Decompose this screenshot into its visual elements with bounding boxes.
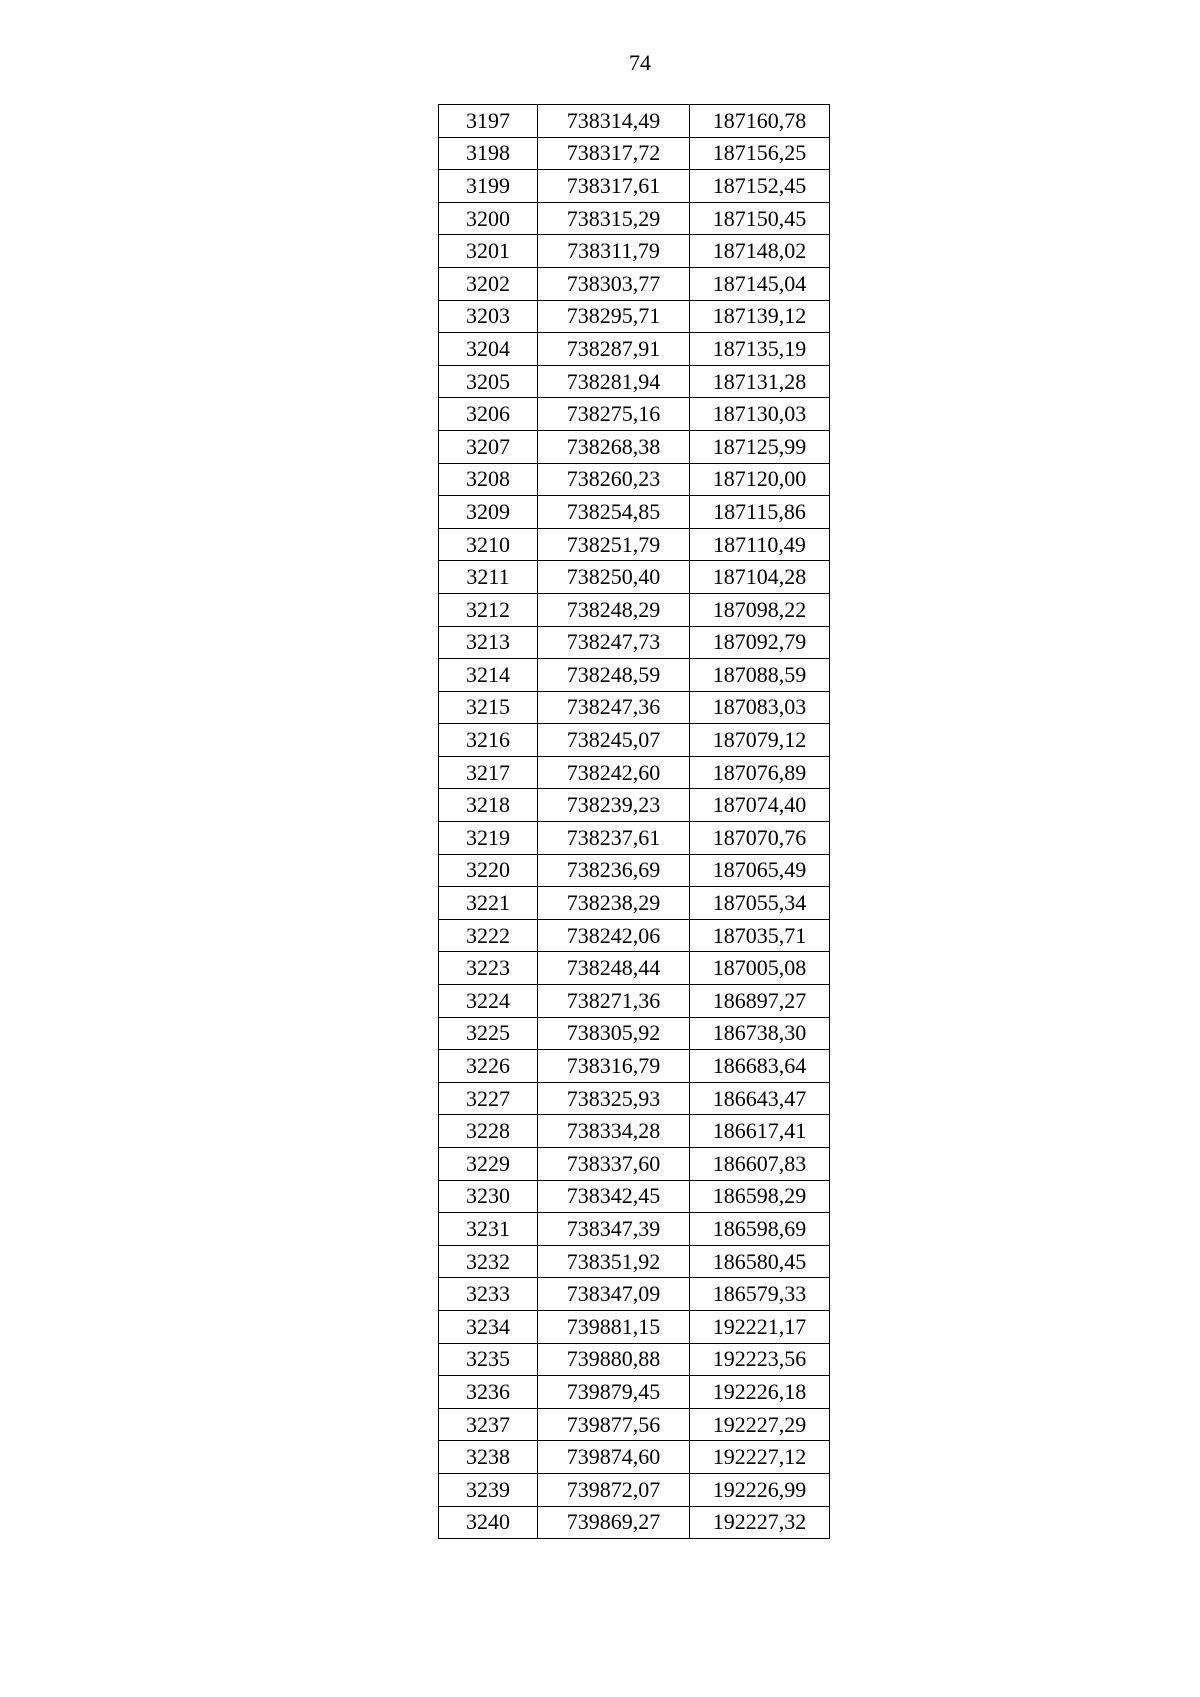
x-coordinate-cell: 738337,60 <box>538 1148 690 1181</box>
x-coordinate-cell: 739874,60 <box>538 1441 690 1474</box>
table-row <box>439 1115 830 1148</box>
point-number-cell: 3206 <box>439 398 538 431</box>
y-coordinate-cell: 187130,03 <box>690 398 830 431</box>
page-number: 74 <box>629 50 651 75</box>
x-coordinate-cell: 738242,06 <box>538 919 690 952</box>
table-row <box>439 333 830 366</box>
y-coordinate-cell: 187139,12 <box>690 300 830 333</box>
table-row <box>439 1441 830 1474</box>
table-row <box>439 463 830 496</box>
table-row <box>439 365 830 398</box>
x-coordinate-cell: 738325,93 <box>538 1082 690 1115</box>
point-number-cell: 3216 <box>439 724 538 757</box>
point-number-cell: 3239 <box>439 1473 538 1506</box>
point-number-cell: 3223 <box>439 952 538 985</box>
point-number-cell: 3204 <box>439 333 538 366</box>
x-coordinate-cell: 738260,23 <box>538 463 690 496</box>
table-row <box>439 659 830 692</box>
x-coordinate-cell: 738311,79 <box>538 235 690 268</box>
y-coordinate-cell: 187088,59 <box>690 659 830 692</box>
x-coordinate-cell: 739880,88 <box>538 1343 690 1376</box>
point-number-cell: 3234 <box>439 1310 538 1343</box>
table-row <box>439 919 830 952</box>
table-row <box>439 267 830 300</box>
point-number-cell: 3207 <box>439 430 538 463</box>
x-coordinate-cell: 738317,72 <box>538 137 690 170</box>
table-row <box>439 789 830 822</box>
point-number-cell: 3226 <box>439 1050 538 1083</box>
point-number-cell: 3197 <box>439 105 538 138</box>
x-coordinate-cell: 738242,60 <box>538 756 690 789</box>
point-number-cell: 3200 <box>439 202 538 235</box>
point-number-cell: 3230 <box>439 1180 538 1213</box>
table-row <box>439 887 830 920</box>
x-coordinate-cell: 738250,40 <box>538 561 690 594</box>
point-number-cell: 3198 <box>439 137 538 170</box>
point-number-cell: 3210 <box>439 528 538 561</box>
point-number-cell: 3219 <box>439 822 538 855</box>
table-row <box>439 1082 830 1115</box>
y-coordinate-cell: 186617,41 <box>690 1115 830 1148</box>
point-number-cell: 3211 <box>439 561 538 594</box>
y-coordinate-cell: 187110,49 <box>690 528 830 561</box>
x-coordinate-cell: 738287,91 <box>538 333 690 366</box>
table-row <box>439 1376 830 1409</box>
x-coordinate-cell: 738347,39 <box>538 1213 690 1246</box>
x-coordinate-cell: 738303,77 <box>538 267 690 300</box>
table-row <box>439 1017 830 1050</box>
point-number-cell: 3212 <box>439 593 538 626</box>
point-number-cell: 3218 <box>439 789 538 822</box>
y-coordinate-cell: 192227,32 <box>690 1506 830 1539</box>
x-coordinate-cell: 738248,44 <box>538 952 690 985</box>
y-coordinate-cell: 187070,76 <box>690 822 830 855</box>
y-coordinate-cell: 187131,28 <box>690 365 830 398</box>
table-row <box>439 691 830 724</box>
x-coordinate-cell: 738281,94 <box>538 365 690 398</box>
table-row <box>439 528 830 561</box>
point-number-cell: 3240 <box>439 1506 538 1539</box>
point-number-cell: 3220 <box>439 854 538 887</box>
point-number-cell: 3203 <box>439 300 538 333</box>
table-row <box>439 137 830 170</box>
x-coordinate-cell: 738254,85 <box>538 496 690 529</box>
point-number-cell: 3233 <box>439 1278 538 1311</box>
table-row <box>439 985 830 1018</box>
y-coordinate-cell: 187150,45 <box>690 202 830 235</box>
y-coordinate-cell: 187152,45 <box>690 170 830 203</box>
table-row <box>439 1213 830 1246</box>
x-coordinate-cell: 738295,71 <box>538 300 690 333</box>
y-coordinate-cell: 192221,17 <box>690 1310 830 1343</box>
y-coordinate-cell: 187120,00 <box>690 463 830 496</box>
y-coordinate-cell: 187104,28 <box>690 561 830 594</box>
x-coordinate-cell: 738351,92 <box>538 1245 690 1278</box>
y-coordinate-cell: 192227,12 <box>690 1441 830 1474</box>
y-coordinate-cell: 187098,22 <box>690 593 830 626</box>
point-number-cell: 3225 <box>439 1017 538 1050</box>
point-number-cell: 3237 <box>439 1408 538 1441</box>
x-coordinate-cell: 739869,27 <box>538 1506 690 1539</box>
point-number-cell: 3209 <box>439 496 538 529</box>
table-row <box>439 496 830 529</box>
point-number-cell: 3214 <box>439 659 538 692</box>
table-row <box>439 1148 830 1181</box>
y-coordinate-cell: 187074,40 <box>690 789 830 822</box>
table-row <box>439 822 830 855</box>
table-row <box>439 1050 830 1083</box>
y-coordinate-cell: 187145,04 <box>690 267 830 300</box>
point-number-cell: 3236 <box>439 1376 538 1409</box>
point-number-cell: 3238 <box>439 1441 538 1474</box>
y-coordinate-cell: 187005,08 <box>690 952 830 985</box>
point-number-cell: 3221 <box>439 887 538 920</box>
y-coordinate-cell: 186598,69 <box>690 1213 830 1246</box>
point-number-cell: 3217 <box>439 756 538 789</box>
y-coordinate-cell: 187083,03 <box>690 691 830 724</box>
table-row <box>439 1408 830 1441</box>
y-coordinate-cell: 187076,89 <box>690 756 830 789</box>
x-coordinate-cell: 738251,79 <box>538 528 690 561</box>
y-coordinate-cell: 187092,79 <box>690 626 830 659</box>
y-coordinate-cell: 187035,71 <box>690 919 830 952</box>
x-coordinate-cell: 738305,92 <box>538 1017 690 1050</box>
coordinates-table <box>438 104 830 1539</box>
y-coordinate-cell: 186579,33 <box>690 1278 830 1311</box>
y-coordinate-cell: 192223,56 <box>690 1343 830 1376</box>
coordinates-table-body <box>439 105 830 1539</box>
x-coordinate-cell: 738315,29 <box>538 202 690 235</box>
x-coordinate-cell: 738237,61 <box>538 822 690 855</box>
table-row <box>439 756 830 789</box>
y-coordinate-cell: 187065,49 <box>690 854 830 887</box>
table-row <box>439 430 830 463</box>
point-number-cell: 3231 <box>439 1213 538 1246</box>
y-coordinate-cell: 187125,99 <box>690 430 830 463</box>
point-number-cell: 3232 <box>439 1245 538 1278</box>
y-coordinate-cell: 187079,12 <box>690 724 830 757</box>
x-coordinate-cell: 738347,09 <box>538 1278 690 1311</box>
x-coordinate-cell: 738317,61 <box>538 170 690 203</box>
x-coordinate-cell: 738245,07 <box>538 724 690 757</box>
x-coordinate-cell: 738314,49 <box>538 105 690 138</box>
x-coordinate-cell: 738342,45 <box>538 1180 690 1213</box>
table-row <box>439 1506 830 1539</box>
x-coordinate-cell: 738248,59 <box>538 659 690 692</box>
table-row <box>439 724 830 757</box>
point-number-cell: 3205 <box>439 365 538 398</box>
point-number-cell: 3201 <box>439 235 538 268</box>
x-coordinate-cell: 738316,79 <box>538 1050 690 1083</box>
point-number-cell: 3229 <box>439 1148 538 1181</box>
y-coordinate-cell: 187160,78 <box>690 105 830 138</box>
y-coordinate-cell: 186683,64 <box>690 1050 830 1083</box>
table-row <box>439 105 830 138</box>
table-row <box>439 1473 830 1506</box>
y-coordinate-cell: 192226,18 <box>690 1376 830 1409</box>
x-coordinate-cell: 738238,29 <box>538 887 690 920</box>
point-number-cell: 3215 <box>439 691 538 724</box>
y-coordinate-cell: 187135,19 <box>690 333 830 366</box>
x-coordinate-cell: 738247,73 <box>538 626 690 659</box>
table-row <box>439 1310 830 1343</box>
table-row <box>439 202 830 235</box>
x-coordinate-cell: 739879,45 <box>538 1376 690 1409</box>
table-row <box>439 626 830 659</box>
y-coordinate-cell: 192226,99 <box>690 1473 830 1506</box>
table-row <box>439 235 830 268</box>
y-coordinate-cell: 187055,34 <box>690 887 830 920</box>
x-coordinate-cell: 738268,38 <box>538 430 690 463</box>
table-row <box>439 952 830 985</box>
table-row <box>439 1245 830 1278</box>
x-coordinate-cell: 738271,36 <box>538 985 690 1018</box>
x-coordinate-cell: 738236,69 <box>538 854 690 887</box>
x-coordinate-cell: 739872,07 <box>538 1473 690 1506</box>
x-coordinate-cell: 738239,23 <box>538 789 690 822</box>
y-coordinate-cell: 186738,30 <box>690 1017 830 1050</box>
table-row <box>439 593 830 626</box>
table-row <box>439 1278 830 1311</box>
table-row <box>439 300 830 333</box>
x-coordinate-cell: 739881,15 <box>538 1310 690 1343</box>
x-coordinate-cell: 738275,16 <box>538 398 690 431</box>
table-row <box>439 398 830 431</box>
y-coordinate-cell: 187156,25 <box>690 137 830 170</box>
table-row <box>439 854 830 887</box>
x-coordinate-cell: 739877,56 <box>538 1408 690 1441</box>
point-number-cell: 3224 <box>439 985 538 1018</box>
table-row <box>439 170 830 203</box>
point-number-cell: 3235 <box>439 1343 538 1376</box>
y-coordinate-cell: 186580,45 <box>690 1245 830 1278</box>
point-number-cell: 3222 <box>439 919 538 952</box>
table-row <box>439 1180 830 1213</box>
point-number-cell: 3202 <box>439 267 538 300</box>
y-coordinate-cell: 187115,86 <box>690 496 830 529</box>
table-row <box>439 561 830 594</box>
x-coordinate-cell: 738334,28 <box>538 1115 690 1148</box>
point-number-cell: 3208 <box>439 463 538 496</box>
x-coordinate-cell: 738248,29 <box>538 593 690 626</box>
point-number-cell: 3213 <box>439 626 538 659</box>
y-coordinate-cell: 192227,29 <box>690 1408 830 1441</box>
y-coordinate-cell: 186643,47 <box>690 1082 830 1115</box>
y-coordinate-cell: 186598,29 <box>690 1180 830 1213</box>
point-number-cell: 3228 <box>439 1115 538 1148</box>
point-number-cell: 3199 <box>439 170 538 203</box>
point-number-cell: 3227 <box>439 1082 538 1115</box>
table-row <box>439 1343 830 1376</box>
y-coordinate-cell: 186897,27 <box>690 985 830 1018</box>
x-coordinate-cell: 738247,36 <box>538 691 690 724</box>
y-coordinate-cell: 187148,02 <box>690 235 830 268</box>
y-coordinate-cell: 186607,83 <box>690 1148 830 1181</box>
